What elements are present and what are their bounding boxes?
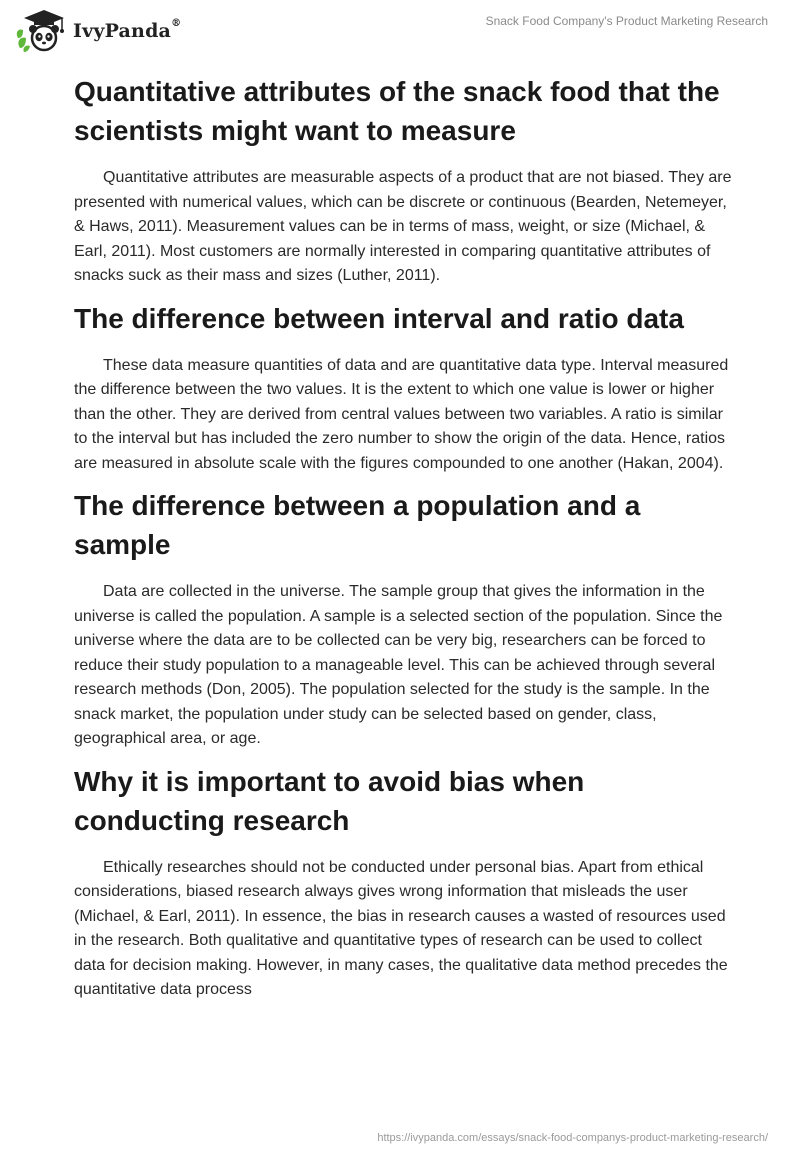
section-interval-ratio	[74, 299, 734, 477]
section-paragraph: These data measure quantities of data and are quantitative data type. Interval measured the difference between the two values. It is the extent to which one value is lower or higher than the other. They are derived from central values between two variables. A ratio is similar to the interval but has included the zero number to show the origin of the data. Hence, ratios are measured in absolute scale with the figures compounded to one another (Hakan, 2004).	[74, 356, 729, 472]
section-avoid-bias	[74, 762, 734, 1003]
section-paragraph: Data are collected in the universe. The sample group that gives the information in the universe is called the population. A sample is a selected section of the population. Since the universe where the data are to be collected can be very big, researchers can be forced to reduce their study population to a manageable level. This can be achieved through several research methods (Don, 2005). The population selected for the study is the sample. In the snack market, the population under study can be selected based on gender, class, geographical area, or age.	[74, 583, 723, 747]
panda-graduate-icon	[14, 8, 70, 54]
section-heading: The difference between interval and ratio data	[74, 302, 684, 334]
section-paragraph: Ethically researches should not be conducted under personal bias. Apart from ethical considerations, biased research always gives wrong information that misleads the user (Michael, & Earl, 2011). In essence, the bias in research causes a wasted of resources used in the research. Both qualitative and quantitative types of research can be used to collect data for decision making. However, in many cases, the qualitative data method precedes the quantitative data process	[74, 858, 728, 998]
source-url[interactable]: https://ivypanda.com/essays/snack-food-companys-product-marketing-research/	[377, 1132, 768, 1144]
section-heading: Quantitative attributes of the snack food that the scientists might want to measure	[74, 76, 720, 146]
section-population-sample	[74, 486, 734, 752]
section-heading: The difference between a population and a sample	[74, 490, 641, 560]
section-heading: Why it is important to avoid bias when conducting research	[74, 765, 585, 836]
page-header	[0, 0, 800, 62]
essay-content	[74, 72, 734, 1013]
logo-wordmark: IvyPanda®	[73, 18, 182, 42]
document-title: Snack Food Company's Product Marketing Research	[485, 14, 768, 28]
ivypanda-logo[interactable]	[14, 8, 181, 54]
section-paragraph: Quantitative attributes are measurable aspects of a product that are not biased. They are presented with numerical values, which can be discrete or continuous (Bearden, Netemeyer, & Haws, 2011). Measurement values can be in terms of mass, weight, or size (Michael, & Earl, 2011). Most customers are normally interested in comparing quantitative attributes of snacks suck as their mass and sizes (Luther, 2011).	[74, 169, 732, 284]
section-quantitative-attributes	[74, 72, 734, 289]
